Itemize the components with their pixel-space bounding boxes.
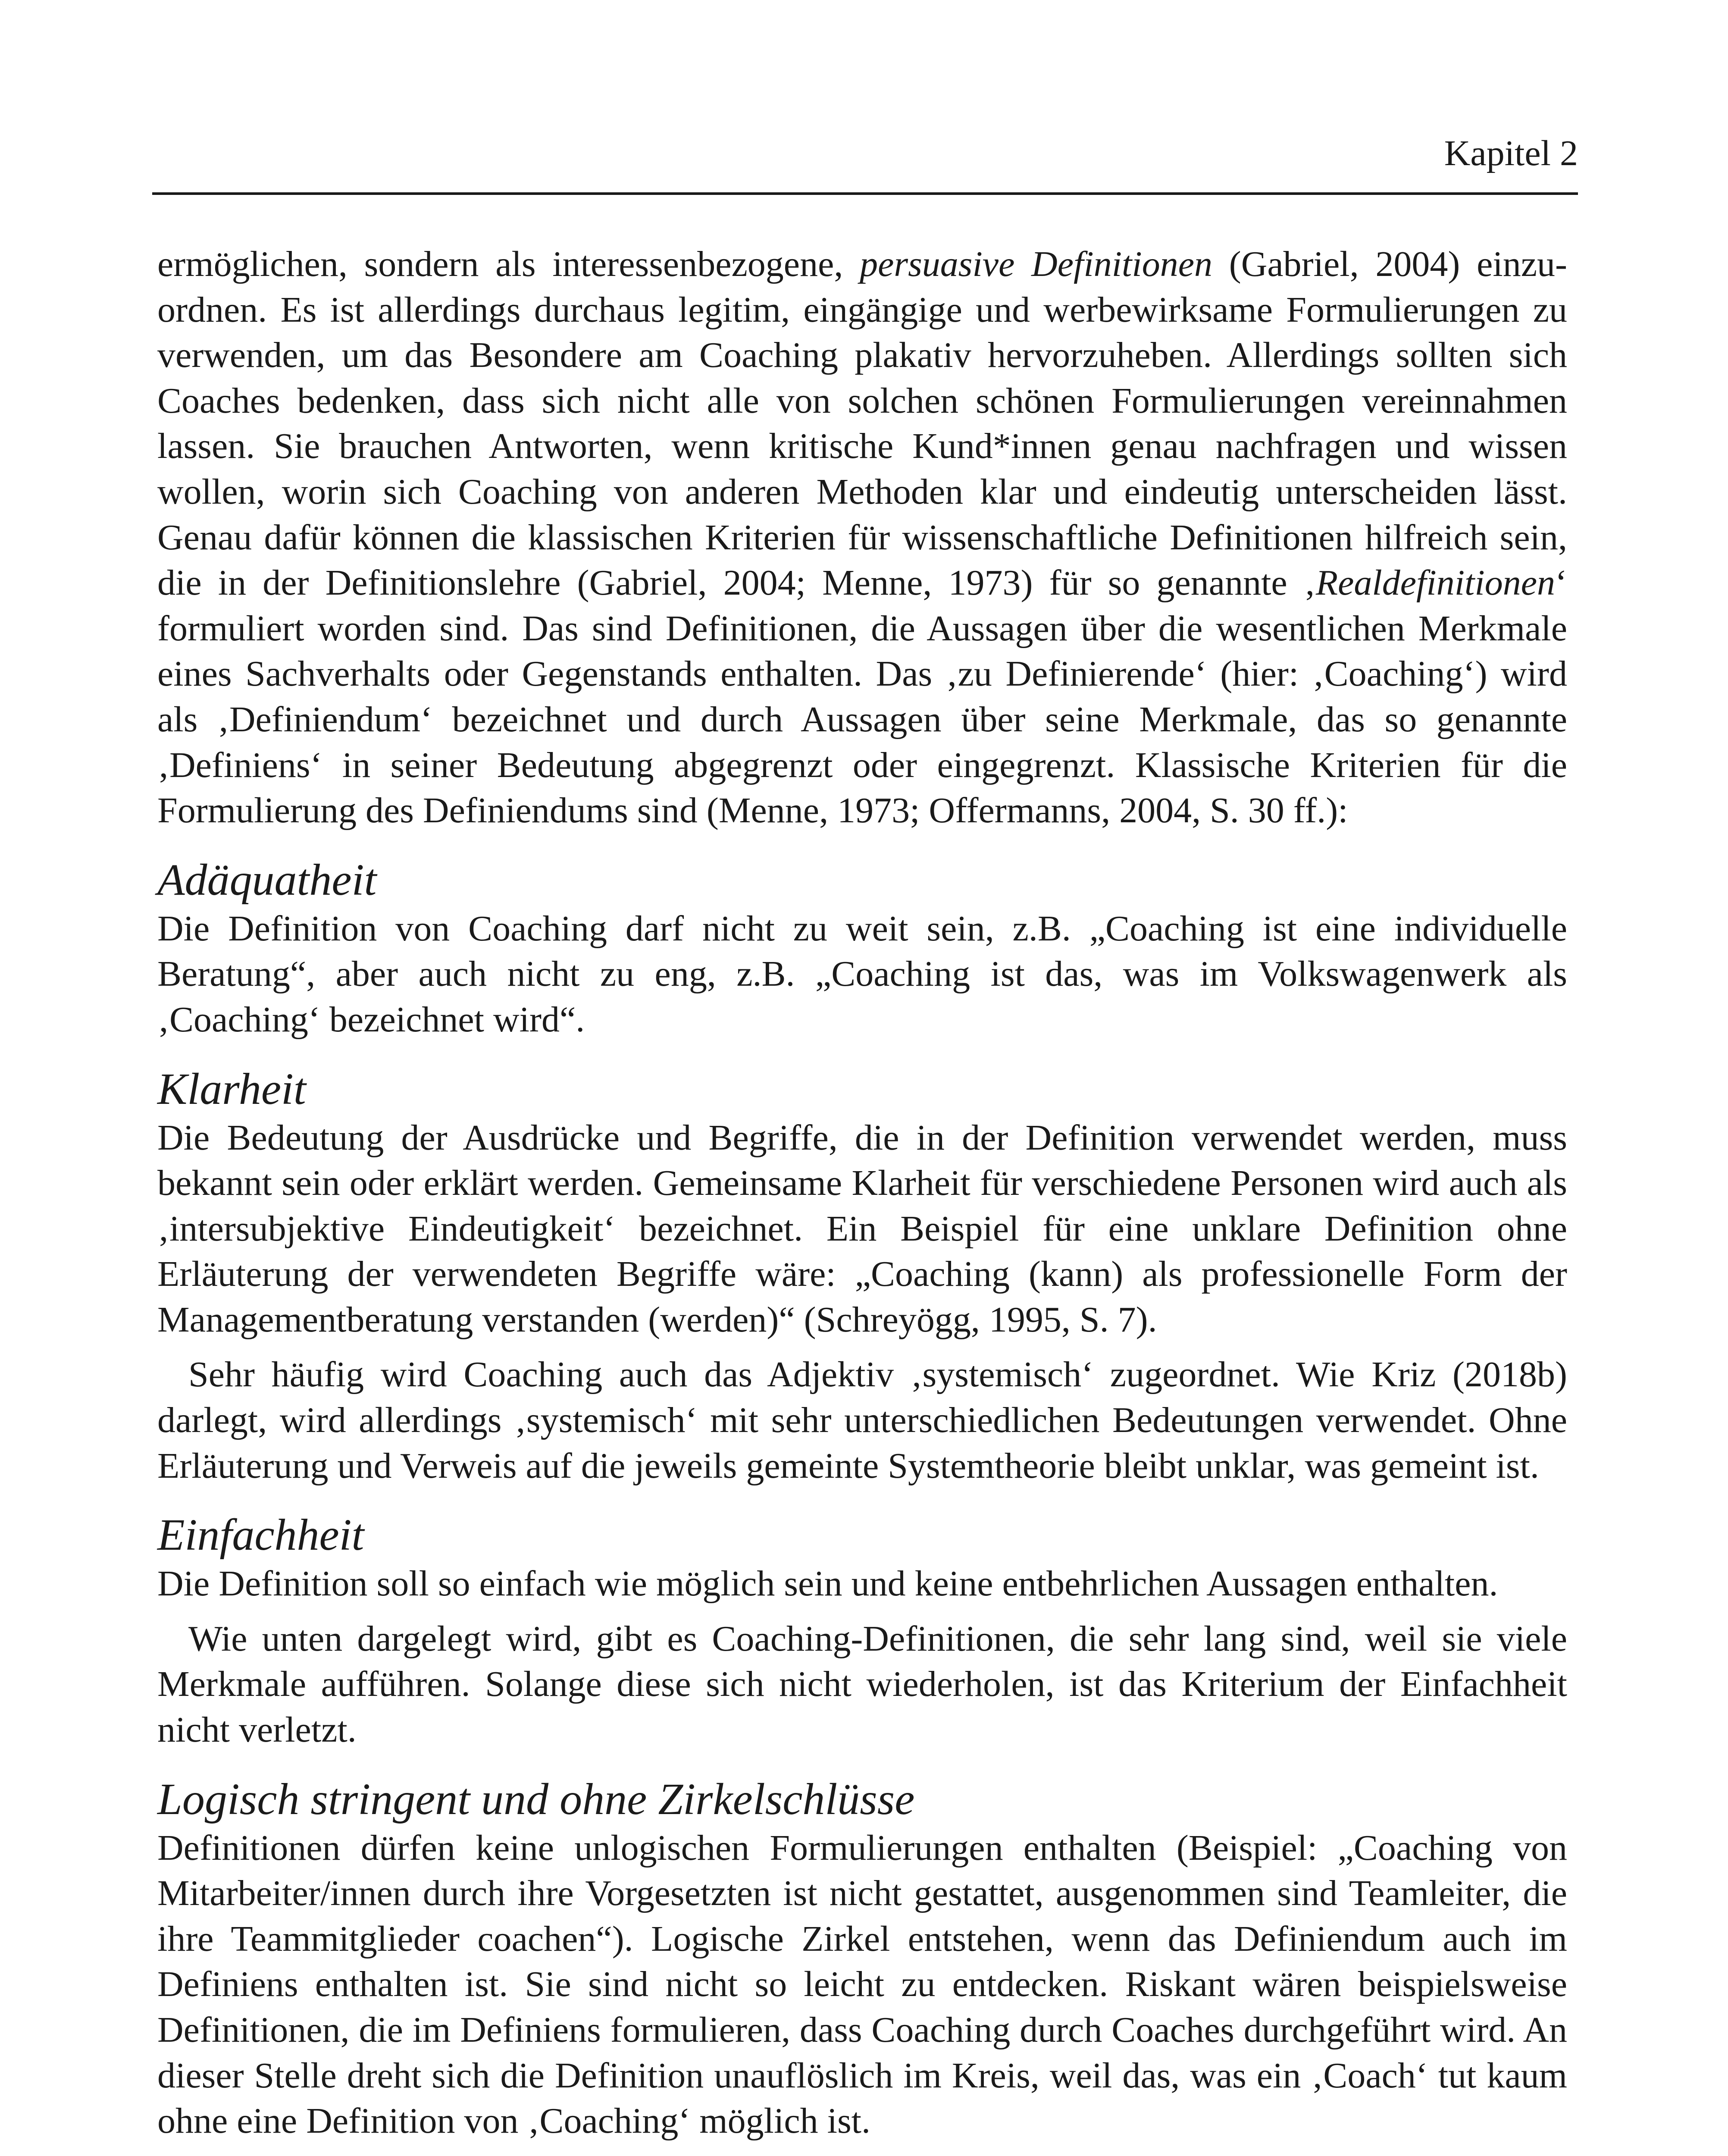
heading-klarheit: Klarheit (157, 1064, 306, 1114)
body-text (157, 241, 1567, 2144)
intro-paragraph: ermöglichen, sondern als interessenbezogene, persuasive Definitionen (Gabriel, 2004) einzuordnen. Es ist allerdings durchaus legitim, eingängige und werbewirksame Formulierungen zu verwenden, um das Besondere am Coaching plakativ hervorzuheben. Allerdings sollten sich Coaches bedenken, dass sich nicht alle von solchen schönen Formulierungen vereinnahmen lassen. Sie brauchen Antworten, wenn kritische Kund*innen genau nachfragen und wissen wollen, worin sich Coaching von anderen Methoden klar und eindeutig unterscheiden lässt. Genau dafür können die klassischen Kriterien für wissenschaftliche Definitionen hilfreich sein, die in der Definitionslehre (Gabriel, 2004; Menne, 1973) für so genannte ‚Realdefinitionen‘ formuliert worden sind. Das sind Definitionen, die Aussagen über die wesentlichen Merkmale eines Sachverhalts oder Gegenstands enthalten. Das ‚zu Definierende‘ (hier: ‚Coaching‘) wird als ‚Definiendum‘ bezeichnet und durch Aussagen über seine Merkmale, das so genannte ‚Definiens‘ in seiner Bedeutung abgegrenzt oder eingegrenzt. Klassische Kriterien für die Formulierung des Definiendums sind (Menne, 1973; Offermanns, 2004, S. 30 ff.): (157, 244, 1567, 831)
heading-logisch: Logisch stringent und ohne Zirkelschlüsse (157, 1774, 915, 1824)
paragraph-einfachheit-2: Wie unten dargelegt wird, gibt es Coaching-Definitionen, die sehr lang sind, weil sie viele Merkmale aufführen. Solange diese sich nicht wiederholen, ist das Kriterium der Einfachheit nicht verletzt. (157, 1618, 1567, 1750)
paragraph-logisch: Definitionen dürfen keine unlogischen Formulierungen enthalten (Beispiel: „Coaching von Mitarbeiter/innen durch ihre Vorgesetzten ist nicht gestattet, ausgenommen sind Teamleiter, die ihre Teammitglieder coachen“). Logische Zirkel entstehen, wenn das Definiendum auch im Definiens enthalten ist. Sie sind nicht so leicht zu entdecken. Riskant wären beispielsweise Definitionen, die im Definiens formulieren, dass Coaching durch Coaches durchgeführt wird. An dieser Stelle dreht sich die Definition unauflöslich im Kreis, weil das, was ein ‚Coach‘ tut kaum ohne eine Definition von ‚Coaching‘ möglich ist. (157, 1827, 1567, 2141)
running-header (152, 128, 1578, 195)
chapter-label: Kapitel 2 (1444, 133, 1578, 173)
emphasis-realdefinitionen: Realdefinitionen (1315, 563, 1556, 603)
emphasis-persuasive: persuasive Definitionen (860, 244, 1213, 284)
paragraph-adaequatheit: Die Definition von Coaching darf nicht zu weit sein, z.B. „Coaching ist eine individuelle Beratung“, aber auch nicht zu eng, z.B. „Coaching ist das, was im Volkswagenwerk als ‚Coaching‘ bezeichnet wird“. (157, 908, 1567, 1040)
paragraph-einfachheit-1: Die Definition soll so einfach wie möglich sein und keine entbehrlichen Aussagen enthalten. (157, 1564, 1498, 1604)
paragraph-klarheit-2: Sehr häufig wird Coaching auch das Adjektiv ‚systemisch‘ zugeordnet. Wie Kriz (2018b) darlegt, wird allerdings ‚systemisch‘ mit sehr unterschiedlichen Bedeutungen verwendet. Ohne Erläuterung und Verweis auf die jeweils gemeinte Systemtheorie bleibt unklar, was gemeint ist. (157, 1354, 1567, 1486)
heading-adaequatheit: Adäquatheit (157, 855, 377, 905)
paragraph-klarheit-1: Die Bedeutung der Ausdrücke und Begriffe, die in der Definition verwendet werden, muss bekannt sein oder erklärt werden. Gemeinsame Klarheit für verschiedene Personen wird auch als ‚intersubjektive Eindeutigkeit‘ bezeichnet. Ein Beispiel für eine unklare Definition ohne Erläuterung der verwendeten Begriffe wäre: „Coaching (kann) als professionelle Form der Managementberatung verstanden (werden)“ (Schreyögg, 1995, S. 7). (157, 1117, 1567, 1340)
heading-einfachheit: Einfachheit (157, 1510, 364, 1560)
